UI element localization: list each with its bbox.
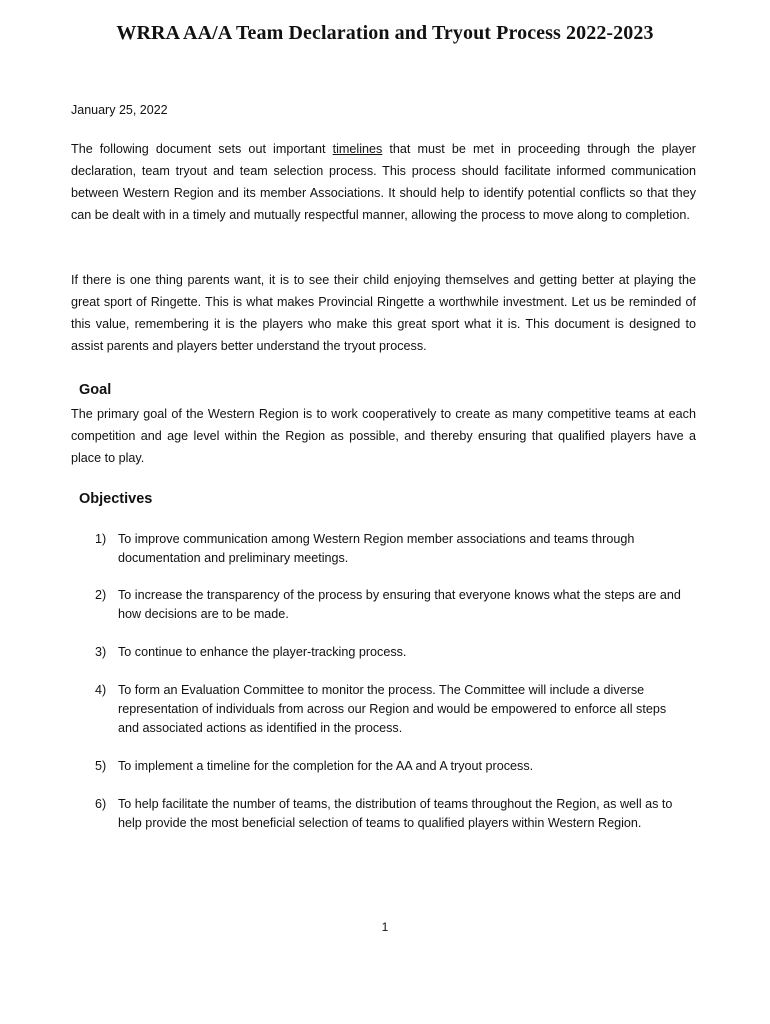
objective-item	[95, 643, 685, 662]
objective-item	[95, 530, 685, 568]
goal-heading: Goal	[79, 382, 112, 398]
parents-paragraph: If there is one thing parents want, it is to see their child enjoying themselves and getting better at playing the great sport of Ringette. This is what makes Provincial Ringette a worthwhile investment. Let us be reminded of this value, remembering it is the players who make this great sport what it is. This document is designed to assist parents and players better understand the tryout process.	[71, 273, 696, 353]
objective-item	[95, 795, 685, 833]
objective-text: To improve communication among Western Region member associations and teams through documentation and preliminary meetings.	[118, 532, 635, 565]
objectives-heading: Objectives	[79, 491, 153, 507]
objective-item	[95, 586, 685, 624]
objective-number: 2)	[95, 588, 107, 602]
objective-text: To form an Evaluation Committee to monitor the process. The Committee will include a diverse representation of individuals from across our Region and would be empowered to enforce all steps and associated actions as identified in the process.	[118, 683, 667, 735]
intro-paragraph	[71, 138, 696, 226]
objective-item	[95, 757, 685, 776]
objective-number: 1)	[95, 532, 107, 546]
objective-number: 6)	[95, 797, 107, 811]
objective-number: 5)	[95, 759, 107, 773]
objective-number: 3)	[95, 645, 107, 659]
objective-number: 4)	[95, 683, 107, 697]
objective-text: To help facilitate the number of teams, the distribution of teams throughout the Region, as well as to help provide the most beneficial selection of teams to qualified players within Western Region.	[118, 797, 673, 830]
document-date: January 25, 2022	[71, 103, 168, 117]
objective-item	[95, 681, 685, 738]
goal-paragraph: The primary goal of the Western Region is to work cooperatively to create as many competitive teams at each competition and age level within the Region as possible, and thereby ensuring that qualified players have a place to play.	[71, 407, 696, 465]
objective-text: To continue to enhance the player-tracking process.	[118, 645, 407, 659]
objective-text: To increase the transparency of the process by ensuring that everyone knows what the steps are and how decisions are to be made.	[118, 588, 681, 621]
page-number: 1	[381, 920, 389, 934]
timelines-underlined-text: timelines	[332, 142, 383, 156]
document-title: WRRA AA/A Team Declaration and Tryout Process 2022-2023	[116, 22, 654, 44]
objectives-list	[95, 530, 685, 833]
intro-text-start: The following document sets out important	[71, 142, 333, 156]
objective-text: To implement a timeline for the completion for the AA and A tryout process.	[118, 759, 534, 773]
intro-text-end: that must be met in proceeding through the player declaration, team tryout and team selection process. This process should facilitate informed communication between Western Region and its member Associations. It should help to identify potential conflicts so that they can be dealt with in a timely and mutually respectful manner, allowing the process to move along to completion.	[71, 142, 696, 222]
